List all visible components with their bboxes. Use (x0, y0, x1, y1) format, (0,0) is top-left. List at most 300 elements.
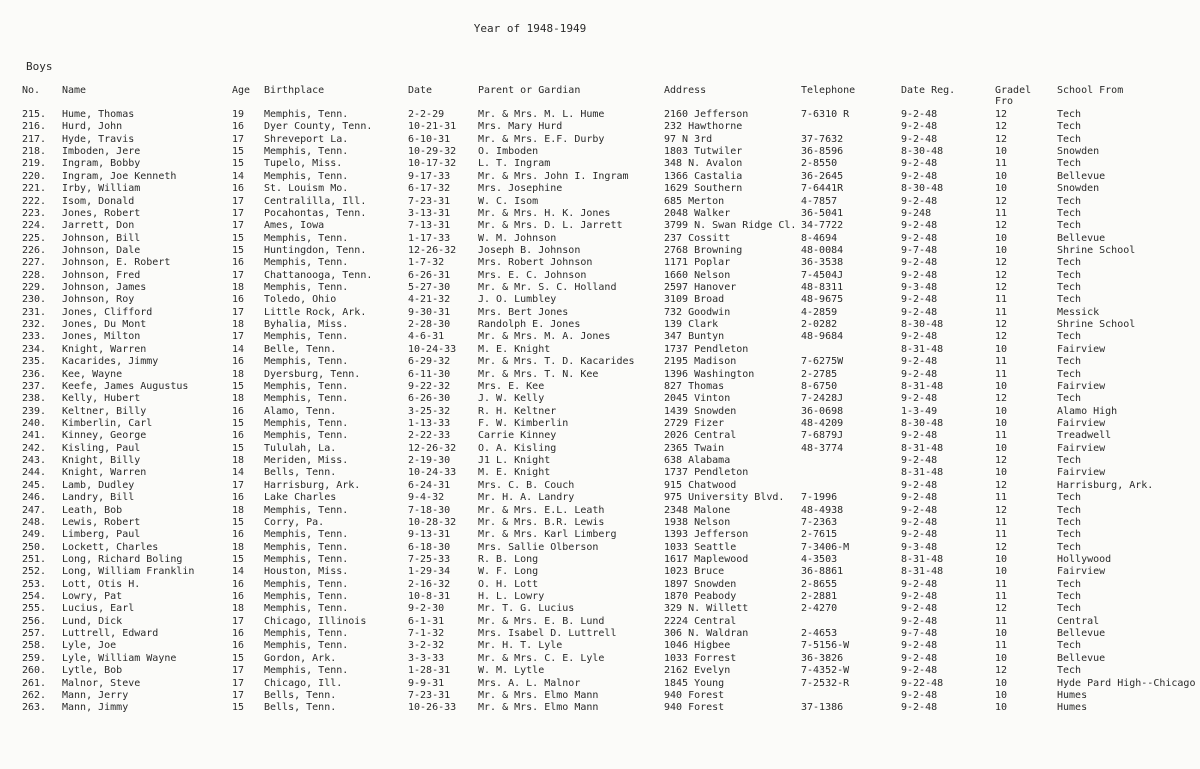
cell-school-from: Tech (1057, 368, 1082, 380)
cell-telephone: 36-2645 (801, 170, 844, 182)
cell-date: 1-13-33 (408, 417, 451, 429)
table-row (0, 233, 1200, 245)
cell-age: 17 (232, 207, 245, 219)
cell-date-reg: 9-2-48 (901, 393, 938, 405)
table-row (0, 542, 1200, 554)
table-row (0, 603, 1200, 615)
cell-birthplace: Harrisburg, Ark. (264, 479, 361, 491)
cell-age: 17 (232, 689, 245, 701)
cell-address: 732 Goodwin (664, 306, 731, 318)
cell-address: 685 Merton (664, 195, 725, 207)
cell-date-reg: 9-2-48 (901, 109, 938, 120)
cell-school-from: Tech (1057, 492, 1082, 504)
cell-age: 15 (232, 516, 245, 528)
cell-age: 14 (232, 566, 245, 578)
cell-address: 1023 Bruce (664, 566, 725, 578)
cell-telephone: 7-6879J (801, 430, 844, 442)
cell-age: 16 (232, 257, 245, 269)
cell-age: 15 (232, 442, 245, 454)
cell-age: 16 (232, 183, 245, 195)
cell-date: 7-18-30 (408, 504, 451, 516)
cell-name: Imboden, Jere (62, 146, 141, 158)
cell-name: Jones, Milton (62, 331, 141, 343)
cell-name: Kee, Wayne (62, 368, 123, 380)
cell-birthplace: Centralilla, Ill. (264, 195, 367, 207)
cell-parent: Mr. & Mr. S. C. Holland (478, 282, 617, 294)
cell-school-from: Tech (1057, 516, 1082, 528)
cell-address: 2768 Browning (664, 244, 743, 256)
cell-birthplace: Bells, Tenn. (264, 702, 337, 714)
cell-parent: W. F. Long (478, 566, 539, 578)
cell-grade: 11 (995, 207, 1008, 219)
cell-birthplace: Alamo, Tenn. (264, 405, 337, 417)
header-address: Address (664, 85, 707, 96)
header-age: Age (232, 85, 251, 96)
cell-parent: R. H. Keltner (478, 405, 557, 417)
cell-address: 1938 Nelson (664, 516, 731, 528)
cell-date-reg: 9-248 (901, 207, 932, 219)
section-label: Boys (26, 60, 53, 73)
cell-parent: Mr. & Mrs. B.R. Lewis (478, 516, 605, 528)
cell-age: 18 (232, 541, 245, 553)
cell-age: 15 (232, 417, 245, 429)
cell-parent: Mrs. Mary Hurd (478, 121, 563, 133)
cell-name: Jarrett, Don (62, 220, 135, 232)
table-row (0, 492, 1200, 504)
cell-grade: 12 (995, 331, 1008, 343)
cell-birthplace: Toledo, Ohio (264, 294, 337, 306)
cell-date: 10-26-33 (408, 702, 457, 714)
cell-grade: 12 (995, 393, 1008, 405)
cell-parent: Mrs. Robert Johnson (478, 257, 593, 269)
cell-birthplace: Memphis, Tenn. (264, 553, 349, 565)
cell-age: 17 (232, 615, 245, 627)
cell-name: Kisling, Paul (62, 442, 141, 454)
table-row (0, 443, 1200, 455)
table-row (0, 690, 1200, 702)
cell-name: Jones, Du Mont (62, 319, 147, 331)
cell-age: 18 (232, 504, 245, 516)
cell-birthplace: Memphis, Tenn. (264, 578, 349, 590)
cell-school-from: Tech (1057, 356, 1082, 368)
cell-parent: M. E. Knight (478, 467, 551, 479)
cell-age: 15 (232, 553, 245, 565)
cell-date-reg: 9-2-48 (901, 133, 938, 145)
cell-parent: Carrie Kinney (478, 430, 557, 442)
cell-name: Lamb, Dudley (62, 479, 135, 491)
cell-parent: F. W. Kimberlin (478, 417, 569, 429)
cell-school-from: Tech (1057, 640, 1082, 652)
cell-name: Knight, Warren (62, 467, 147, 479)
cell-birthplace: Tululah, La. (264, 442, 337, 454)
cell-address: 1046 Higbee (664, 640, 731, 652)
cell-birthplace: Memphis, Tenn. (264, 257, 349, 269)
cell-birthplace: Huntingdon, Tenn. (264, 244, 367, 256)
cell-date: 10-21-31 (408, 121, 457, 133)
cell-telephone: 7-4504J (801, 269, 844, 281)
cell-address: 940 Forest (664, 702, 725, 714)
cell-name: Knight, Billy (62, 455, 141, 467)
cell-grade: 11 (995, 306, 1008, 318)
cell-age: 17 (232, 133, 245, 145)
cell-telephone: 4-2859 (801, 306, 838, 318)
cell-school-from: Tech (1057, 603, 1082, 615)
cell-address: 348 N. Avalon (664, 158, 743, 170)
cell-parent: M. E. Knight (478, 343, 551, 355)
cell-birthplace: Memphis, Tenn. (264, 591, 349, 603)
cell-date-reg: 9-2-48 (901, 479, 938, 491)
cell-date: 7-13-31 (408, 220, 451, 232)
cell-parent: Mr. & Mrs. E. B. Lund (478, 615, 605, 627)
cell-date-reg: 8-31-48 (901, 566, 944, 578)
cell-address: 1737 Pendleton (664, 467, 749, 479)
header-name: Name (62, 85, 87, 96)
cell-name: Lund, Dick (62, 615, 123, 627)
cell-address: 2365 Twain (664, 442, 725, 454)
cell-address: 329 N. Willett (664, 603, 749, 615)
cell-date-reg: 9-2-48 (901, 652, 938, 664)
cell-name: Johnson, Fred (62, 269, 141, 281)
cell-school-from: Humes (1057, 689, 1088, 701)
cell-birthplace: Corry, Pa. (264, 516, 325, 528)
cell-age: 17 (232, 195, 245, 207)
cell-age: 15 (232, 380, 245, 392)
cell-telephone: 7-2428J (801, 393, 844, 405)
cell-name: Jones, Clifford (62, 306, 153, 318)
cell-grade: 10 (995, 689, 1008, 701)
cell-name: Kacarides, Jimmy (62, 356, 159, 368)
cell-age: 16 (232, 356, 245, 368)
cell-date: 4-6-31 (408, 331, 445, 343)
cell-birthplace: Chicago, Ill. (264, 677, 343, 689)
table-row (0, 356, 1200, 368)
cell-age: 16 (232, 529, 245, 541)
cell-parent: H. L. Lowry (478, 591, 545, 603)
cell-telephone: 36-5041 (801, 207, 844, 219)
cell-name: Lewis, Robert (62, 516, 141, 528)
cell-birthplace: Byhalia, Miss. (264, 319, 349, 331)
cell-grade: 10 (995, 553, 1008, 565)
cell-age: 14 (232, 170, 245, 182)
header-parent: Parent or Gardian (478, 85, 581, 96)
cell-grade: 11 (995, 529, 1008, 541)
cell-address: 306 N. Waldran (664, 628, 749, 640)
cell-address: 940 Forest (664, 689, 725, 701)
table-row (0, 517, 1200, 529)
cell-parent: Mr. & Mrs. Karl Limberg (478, 529, 617, 541)
cell-date-reg: 8-30-48 (901, 417, 944, 429)
cell-date: 10-28-32 (408, 516, 457, 528)
cell-date-reg: 9-2-48 (901, 430, 938, 442)
cell-grade: 10 (995, 170, 1008, 182)
cell-date-reg: 9-2-48 (901, 516, 938, 528)
cell-date: 10-24-33 (408, 343, 457, 355)
cell-telephone: 34-7722 (801, 220, 844, 232)
cell-date-reg: 9-2-48 (901, 689, 938, 701)
cell-age: 17 (232, 479, 245, 491)
cell-no: 222. (22, 195, 47, 207)
cell-grade: 10 (995, 417, 1008, 429)
cell-no: 243. (22, 455, 47, 467)
cell-grade: 12 (995, 133, 1008, 145)
cell-birthplace: Bells, Tenn. (264, 689, 337, 701)
cell-date: 9-17-33 (408, 170, 451, 182)
cell-name: Lockett, Charles (62, 541, 159, 553)
cell-address: 1171 Poplar (664, 257, 731, 269)
cell-grade: 12 (995, 220, 1008, 232)
cell-date: 12-26-32 (408, 244, 457, 256)
cell-school-from: Harrisburg, Ark. (1057, 479, 1154, 491)
cell-date: 6-18-30 (408, 541, 451, 553)
cell-age: 17 (232, 269, 245, 281)
cell-parent: J1 L. Knight (478, 455, 551, 467)
cell-parent: Mrs. C. B. Couch (478, 479, 575, 491)
cell-name: Lucius, Earl (62, 603, 135, 615)
header-school-from: School From (1057, 85, 1124, 96)
cell-no: 226. (22, 244, 47, 256)
cell-parent: Mrs. Sallie Olberson (478, 541, 599, 553)
cell-address: 3799 N. Swan Ridge Cl. (664, 220, 797, 232)
cell-address: 975 University Blvd. (664, 492, 785, 504)
cell-school-from: Snowden (1057, 146, 1100, 158)
cell-school-from: Messick (1057, 306, 1100, 318)
table-row (0, 171, 1200, 183)
cell-birthplace: Memphis, Tenn. (264, 603, 349, 615)
cell-address: 1660 Nelson (664, 269, 731, 281)
cell-no: 232. (22, 319, 47, 331)
cell-grade: 10 (995, 343, 1008, 355)
cell-address: 1366 Castalia (664, 170, 743, 182)
cell-school-from: Tech (1057, 269, 1082, 281)
cell-date: 6-1-31 (408, 615, 445, 627)
cell-parent: Mrs. A. L. Malnor (478, 677, 581, 689)
cell-date-reg: 9-2-48 (901, 158, 938, 170)
table-row (0, 653, 1200, 665)
cell-no: 242. (22, 442, 47, 454)
cell-date: 6-26-30 (408, 393, 451, 405)
cell-telephone: 7-6441R (801, 183, 844, 195)
cell-no: 228. (22, 269, 47, 281)
cell-age: 18 (232, 393, 245, 405)
table-row (0, 109, 1200, 121)
cell-name: Isom, Donald (62, 195, 135, 207)
cell-parent: Mr. & Mrs. John I. Ingram (478, 170, 629, 182)
cell-address: 2729 Fizer (664, 417, 725, 429)
cell-age: 18 (232, 603, 245, 615)
cell-grade: 10 (995, 677, 1008, 689)
cell-date-reg: 9-2-48 (901, 306, 938, 318)
cell-date-reg: 9-22-48 (901, 677, 944, 689)
cell-address: 915 Chatwood (664, 479, 737, 491)
cell-age: 19 (232, 109, 245, 120)
table-row (0, 294, 1200, 306)
cell-school-from: Bellevue (1057, 232, 1106, 244)
cell-name: Luttrell, Edward (62, 628, 159, 640)
cell-date: 2-22-33 (408, 430, 451, 442)
cell-grade: 12 (995, 479, 1008, 491)
table-row (0, 393, 1200, 405)
cell-grade: 12 (995, 455, 1008, 467)
cell-school-from: Tech (1057, 331, 1082, 343)
cell-school-from: Fairview (1057, 442, 1106, 454)
cell-telephone: 2-4653 (801, 628, 838, 640)
header-date: Date (408, 85, 433, 96)
cell-no: 233. (22, 331, 47, 343)
cell-date: 7-1-32 (408, 628, 445, 640)
cell-date: 7-25-33 (408, 553, 451, 565)
student-table (0, 109, 1200, 715)
cell-school-from: Shrine School (1057, 319, 1136, 331)
cell-address: 1870 Peabody (664, 591, 737, 603)
table-row (0, 121, 1200, 133)
cell-school-from: Alamo High (1057, 405, 1118, 417)
cell-telephone: 37-1386 (801, 702, 844, 714)
cell-age: 16 (232, 405, 245, 417)
cell-date: 10-8-31 (408, 591, 451, 603)
cell-age: 14 (232, 467, 245, 479)
table-row (0, 665, 1200, 677)
cell-name: Ingram, Joe Kenneth (62, 170, 177, 182)
cell-no: 244. (22, 467, 47, 479)
cell-school-from: Tech (1057, 541, 1082, 553)
cell-grade: 10 (995, 183, 1008, 195)
cell-date: 1-29-34 (408, 566, 451, 578)
cell-grade: 12 (995, 603, 1008, 615)
cell-birthplace: Memphis, Tenn. (264, 504, 349, 516)
cell-telephone: 8-6750 (801, 380, 838, 392)
cell-no: 263. (22, 702, 47, 714)
cell-date: 5-27-30 (408, 282, 451, 294)
cell-date: 3-25-32 (408, 405, 451, 417)
cell-name: Malnor, Steve (62, 677, 141, 689)
cell-birthplace: Memphis, Tenn. (264, 640, 349, 652)
cell-age: 15 (232, 702, 245, 714)
cell-no: 241. (22, 430, 47, 442)
cell-telephone: 37-7632 (801, 133, 844, 145)
cell-grade: 12 (995, 269, 1008, 281)
cell-grade: 10 (995, 380, 1008, 392)
cell-age: 15 (232, 652, 245, 664)
cell-age: 17 (232, 665, 245, 677)
cell-no: 225. (22, 232, 47, 244)
table-row (0, 183, 1200, 195)
header-birthplace: Birthplace (264, 85, 325, 96)
cell-telephone: 7-1996 (801, 492, 838, 504)
cell-parent: Mr. & Mrs. E.L. Leath (478, 504, 605, 516)
cell-parent: O. Imboden (478, 146, 539, 158)
cell-name: Leath, Bob (62, 504, 123, 516)
cell-telephone: 36-3826 (801, 652, 844, 664)
cell-birthplace: Dyersburg, Tenn. (264, 368, 361, 380)
cell-no: 259. (22, 652, 47, 664)
header-date-reg: Date Reg. (901, 85, 956, 96)
cell-age: 17 (232, 331, 245, 343)
cell-parent: Mrs. E. C. Johnson (478, 269, 587, 281)
cell-grade: 11 (995, 516, 1008, 528)
cell-age: 16 (232, 578, 245, 590)
cell-no: 256. (22, 615, 47, 627)
cell-date-reg: 9-2-48 (901, 257, 938, 269)
cell-school-from: Humes (1057, 702, 1088, 714)
cell-no: 250. (22, 541, 47, 553)
cell-age: 18 (232, 368, 245, 380)
cell-no: 224. (22, 220, 47, 232)
table-row (0, 406, 1200, 418)
cell-no: 253. (22, 578, 47, 590)
cell-grade: 10 (995, 467, 1008, 479)
cell-date-reg: 1-3-49 (901, 405, 938, 417)
cell-school-from: Tech (1057, 294, 1082, 306)
table-row (0, 430, 1200, 442)
cell-school-from: Tech (1057, 504, 1082, 516)
cell-date-reg: 9-2-48 (901, 195, 938, 207)
cell-name: Lott, Otis H. (62, 578, 141, 590)
cell-parent: Mr. T. G. Lucius (478, 603, 575, 615)
cell-name: Johnson, E. Robert (62, 257, 171, 269)
cell-name: Keefe, James Augustus (62, 380, 189, 392)
cell-school-from: Tech (1057, 591, 1082, 603)
cell-address: 1393 Jefferson (664, 529, 749, 541)
cell-no: 251. (22, 553, 47, 565)
cell-telephone: 36-8596 (801, 146, 844, 158)
cell-name: Kelly, Hubert (62, 393, 141, 405)
cell-age: 18 (232, 455, 245, 467)
cell-age: 17 (232, 677, 245, 689)
table-row (0, 455, 1200, 467)
cell-grade: 11 (995, 356, 1008, 368)
cell-school-from: Tech (1057, 665, 1082, 677)
cell-school-from: Treadwell (1057, 430, 1112, 442)
cell-name: Johnson, Roy (62, 294, 135, 306)
cell-school-from: Tech (1057, 109, 1082, 120)
table-row (0, 196, 1200, 208)
cell-school-from: Fairview (1057, 417, 1106, 429)
cell-date: 2-2-29 (408, 109, 445, 120)
cell-school-from: Fairview (1057, 566, 1106, 578)
cell-name: Hume, Thomas (62, 109, 135, 120)
cell-birthplace: St. Louism Mo. (264, 183, 349, 195)
cell-telephone: 4-3503 (801, 553, 838, 565)
cell-address: 347 Buntyn (664, 331, 725, 343)
cell-telephone: 2-2785 (801, 368, 838, 380)
cell-name: Ingram, Bobby (62, 158, 141, 170)
cell-name: Knight, Warren (62, 343, 147, 355)
cell-age: 16 (232, 294, 245, 306)
cell-date-reg: 8-30-48 (901, 146, 944, 158)
cell-parent: Mr. & Mrs. Elmo Mann (478, 702, 599, 714)
cell-no: 236. (22, 368, 47, 380)
cell-date: 1-17-33 (408, 232, 451, 244)
cell-school-from: Snowden (1057, 183, 1100, 195)
cell-age: 15 (232, 232, 245, 244)
cell-telephone: 2-8550 (801, 158, 838, 170)
table-row (0, 270, 1200, 282)
cell-name: Johnson, James (62, 282, 147, 294)
cell-date: 2-19-30 (408, 455, 451, 467)
cell-address: 1845 Young (664, 677, 725, 689)
cell-date-reg: 9-2-48 (901, 294, 938, 306)
cell-school-from: Tech (1057, 393, 1082, 405)
cell-address: 1033 Seattle (664, 541, 737, 553)
cell-grade: 12 (995, 319, 1008, 331)
cell-no: 249. (22, 529, 47, 541)
cell-date-reg: 8-31-48 (901, 442, 944, 454)
cell-birthplace: Tupelo, Miss. (264, 158, 343, 170)
table-row (0, 344, 1200, 356)
cell-date-reg: 9-2-48 (901, 640, 938, 652)
cell-parent: Mr. & Mrs. C. E. Lyle (478, 652, 605, 664)
cell-date: 6-29-32 (408, 356, 451, 368)
